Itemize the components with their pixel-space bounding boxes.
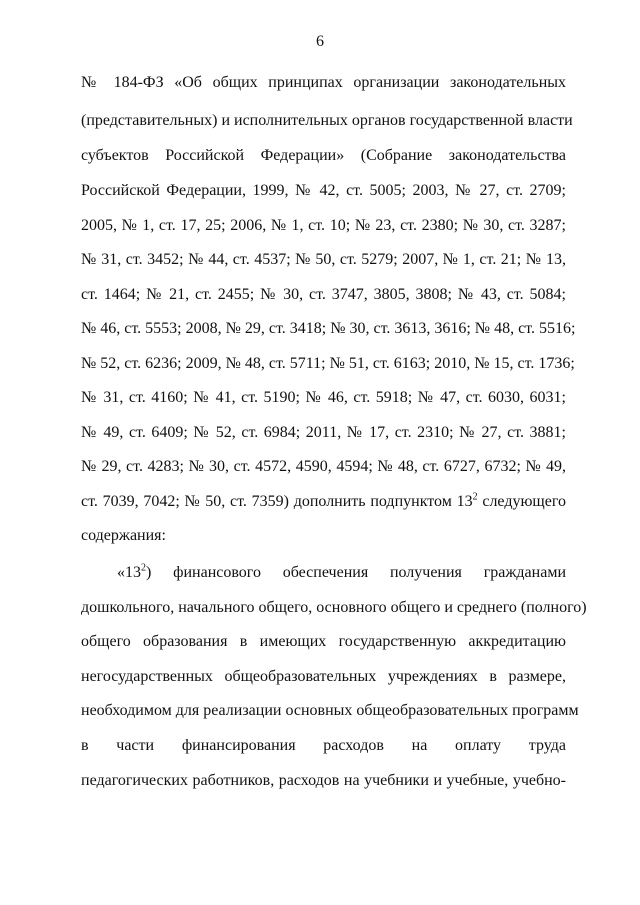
text-segment: ст. 7039, 7042; № 50, ст. 7359) дополнить подпунктом 13 (81, 493, 473, 510)
text-line: необходимом для реализации основных общеобразовательных программ (81, 702, 579, 719)
text-line: 2005, № 1, ст. 17, 25; 2006, № 1, ст. 10; № 23, ст. 2380; № 30, ст. 3287; (81, 217, 566, 234)
text-line: в части финансирования расходов на оплату труда (81, 737, 566, 754)
text-line: субъектов Российской Федерации» (Собрание законодательства (81, 147, 566, 164)
text-line: № 52, ст. 6236; 2009, № 48, ст. 5711; № 51, ст. 6163; 2010, № 15, ст. 1736; (81, 355, 575, 372)
text-line: № 49, ст. 6409; № 52, ст. 6984; 2011, № 17, ст. 2310; № 27, ст. 3881; (81, 424, 566, 441)
text-line: (представительных) и исполнительных органов государственной власти (81, 112, 573, 129)
text-line: № 31, ст. 4160; № 41, ст. 5190; № 46, ст. 5918; № 47, ст. 6030, 6031; (81, 389, 566, 406)
text-segment: следующего (477, 493, 567, 510)
text-line: № 46, ст. 5553; 2008, № 29, ст. 3418; № 30, ст. 3613, 3616; № 48, ст. 5516; (81, 320, 576, 337)
text-line: ст. 1464; № 21, ст. 2455; № 30, ст. 3747, 3805, 3808; № 43, ст. 5084; (81, 286, 566, 303)
superscript: 2 (472, 491, 478, 503)
text-line: общего образования в имеющих государственную аккредитацию (81, 633, 566, 650)
text-line: № 184-ФЗ «Об общих принципах организации законодательных (81, 74, 566, 91)
text-line-with-superscript (81, 492, 566, 512)
text-line: Российской Федерации, 1999, № 42, ст. 5005; 2003, № 27, ст. 2709; (81, 182, 566, 199)
text-line: педагогических работников, расходов на учебники и учебные, учебно- (81, 772, 566, 789)
text-line: содержания: (81, 527, 166, 544)
text-segment: «13 (117, 564, 141, 581)
text-line: негосударственных общеобразовательных учреждениях в размере, (81, 668, 566, 685)
quote-first-line (117, 563, 566, 583)
text-line: № 29, ст. 4283; № 30, ст. 4572, 4590, 4594; № 48, ст. 6727, 6732; № 49, (81, 458, 566, 475)
text-line: дошкольного, начального общего, основного общего и среднего (полного) (81, 599, 587, 616)
superscript: 2 (141, 562, 146, 574)
text-line: № 31, ст. 3452; № 44, ст. 4537; № 50, ст. 5279; 2007, № 1, ст. 21; № 13, (81, 251, 566, 268)
text-segment: ) финансового обеспечения получения гражданами (146, 564, 566, 581)
page-number: 6 (316, 33, 324, 50)
